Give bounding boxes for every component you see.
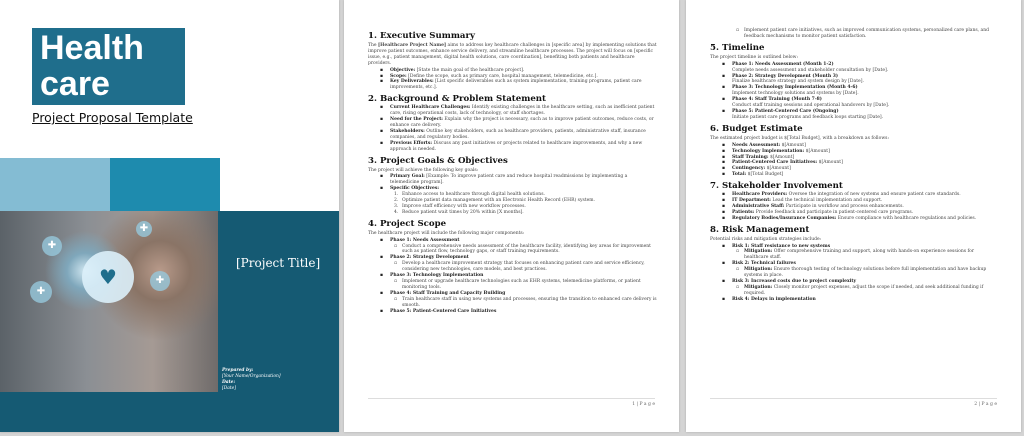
paragraph (710, 237, 999, 243)
item-label: Phase 2: Strategy Development (Month 3) (732, 73, 838, 79)
item-text: Enhance access to healthcare through digital health solutions. (402, 192, 545, 198)
prepared-by-label: Prepared by: (222, 368, 254, 373)
item-label: Phase 5: Patient-Centered Care Initiatives (390, 308, 497, 314)
item-text: [List specific deliverables such as system implementation, training programs, patient care improvements, etc.]. (390, 79, 642, 91)
cover-dark-panel (218, 211, 339, 392)
item-label: Staff Training: (732, 154, 769, 160)
list-item (368, 141, 657, 153)
item-text: [Define the scope, such as primary care, hospital management, telemedicine, etc.]. (406, 73, 598, 79)
item-label: Scope: (390, 73, 407, 79)
date-label: Date: (222, 380, 236, 385)
item-text: [State the main goal of the healthcare project]. (415, 67, 525, 73)
section-heading: 1. Executive Summary (368, 31, 476, 41)
item-label: Phase 2: Strategy Development (390, 255, 469, 261)
item-label: Mitigation: (744, 284, 773, 290)
date-value: [Date] (222, 386, 236, 391)
section-heading: 2. Background & Problem Statement (368, 94, 547, 105)
list-item (710, 267, 999, 279)
item-label: Phase 3: Technology Implementation (390, 273, 484, 279)
list-item (710, 85, 999, 97)
page-3 (686, 0, 1021, 432)
page-2 (344, 0, 679, 432)
list-item (368, 261, 657, 273)
item-text: Closely monitor project expenses, adjust the scope if needed, and seek additional funding if required. (744, 284, 984, 296)
item-number: 2. (394, 198, 399, 204)
item-label: Risk 2: Technical failures (732, 261, 796, 267)
item-label: IT Department: (732, 198, 771, 204)
item-label: Phase 5: Patient-Centered Care (Ongoing) (732, 108, 839, 114)
paragraph (710, 136, 999, 142)
list-item (710, 172, 999, 178)
item-label: Mitigation: (744, 249, 773, 255)
item-label: Phase 4: Staff Training (Month 7-8) (732, 97, 822, 103)
item-text: aims to address key healthcare challenges in [specific area] by implementing solutions that improve patient outcomes, enhance service delivery, and streamline healthcare processes. The project will focus on [specific issue, e.g., patient management, digital health solutions, care coordination], benefiting both patients and healthcare providers. (368, 43, 657, 66)
item-text: The project timeline is outlined below: (710, 54, 799, 60)
item-text: The project will achieve the following key goals: (368, 167, 479, 173)
list-item (710, 109, 999, 121)
item-label: [Healthcare Project Name] (378, 43, 447, 48)
item-label: Specific Objectives: (390, 186, 440, 192)
list-item (710, 28, 999, 40)
item-text: The healthcare project will include the following major components: (368, 230, 525, 236)
item-label: Administrative Staff: (732, 203, 785, 209)
project-title: [Project Title] (236, 256, 321, 270)
item-label: Phase 1: Needs Assessment (Month 1-2) (732, 61, 834, 67)
item-text: Oversee the integration of new systems and ensure patient care standards. (787, 192, 961, 198)
paragraph (710, 55, 999, 61)
item-text: Offer comprehensive training and support, along with hands-on experience sessions for healthcare staff. (744, 249, 974, 261)
list-item (368, 129, 657, 141)
list-item (710, 216, 999, 222)
item-label: Risk 4: Delays in implementation (732, 296, 816, 302)
item-text: Ensure compliance with healthcare regulations and policies. (836, 215, 977, 221)
list-item (368, 79, 657, 91)
list-item (710, 97, 999, 109)
numbered-item (368, 210, 657, 216)
section-heading: 7. Stakeholder Involvement (710, 181, 843, 192)
cover-page (0, 0, 339, 432)
cover-title-line2: care (40, 65, 110, 103)
list-item (710, 249, 999, 261)
prepared-by-value: [Your Name/Organization] (222, 374, 281, 379)
item-text: Lead the technical implementation and support. (770, 198, 883, 204)
list-item (368, 279, 657, 291)
list-item (368, 244, 657, 256)
item-text: $[Amount] (804, 148, 830, 154)
page-3-content (710, 28, 999, 303)
item-text: The estimated project budget is $[Total Budget], with a breakdown as follows: (710, 135, 889, 141)
cover-photo (0, 211, 218, 392)
item-text: Implement or upgrade healthcare technologies such as EHR systems, telemedicine platforms, or patient monitoring tools. (402, 279, 641, 290)
item-text: Provide feedback and participate in patient-centered care programs. (754, 209, 914, 215)
item-label: Mitigation: (744, 267, 773, 273)
text-prefix: The (368, 43, 378, 48)
item-label: Objective: (390, 67, 416, 73)
section-heading: 6. Budget Estimate (710, 123, 803, 134)
section-heading: 4. Project Scope (368, 218, 447, 229)
decor-block-mid (110, 158, 220, 211)
item-label: Phase 4: Staff Training and Capacity Building (390, 290, 506, 296)
item-text: $[Total Budget] (746, 172, 784, 178)
item-label: Stakeholders: (390, 128, 425, 134)
item-number: 4. (394, 209, 399, 215)
item-text: Optimize patient data management with an Electronic Health Record (EHR) system. (402, 198, 595, 204)
cover-bottom-band (0, 392, 339, 432)
item-label: Risk 3: Increased costs due to project complexity (732, 279, 857, 284)
item-text: Outline key stakeholders, such as healthcare providers, patients, administrative staff, insurance companies, and regulatory bodies. (390, 128, 646, 140)
list-item (368, 309, 657, 315)
item-label: Contingency: (732, 166, 766, 172)
page-footer: 2 | P a g e (710, 398, 997, 407)
item-text: Develop a healthcare improvement strategy that focuses on enhancing patient care and service efficiency, considering new technologies, care models, and best practices. (402, 261, 645, 273)
item-text: $[Amount] (780, 142, 806, 148)
cover-subtitle: Project Proposal Template (32, 110, 193, 125)
page-2-content (368, 28, 657, 314)
item-text: Implement patient care initiatives, such as improved communication systems, personalized care plans, and feedback mechanisms to monitor patient satisfaction. (744, 28, 989, 39)
item-text: Conduct a comprehensive needs assessment of the healthcare facility, identifying key areas for improvement such as patient flow, technology gaps, or staff training requirements. (402, 243, 651, 255)
item-detail: Conduct staff training sessions and operational handovers by [Date]. (732, 103, 890, 109)
item-label: Total: (732, 172, 747, 178)
section-heading: 5. Timeline (710, 42, 765, 53)
list-item (710, 297, 999, 303)
item-label: Patients: (732, 209, 755, 215)
item-detail: Implement technology solutions and systems by [Date]. (732, 91, 859, 97)
item-label: Current Healthcare Challenges: (390, 105, 471, 111)
item-text: Identify existing challenges in the healthcare setting, such as inefficient patient care, rising operational costs, lack of technology, or staff shortages. (390, 105, 655, 117)
item-label: Needs Assessment: (732, 142, 781, 148)
item-text: [Example: To improve patient care and reduce hospital readmissions by implementing a telemedicine program]. (390, 174, 628, 186)
item-label: Risk 1: Staff resistance to new systems (732, 243, 831, 249)
page-footer: 1 | P a g e (368, 398, 655, 407)
item-label: Previous Efforts: (390, 140, 433, 146)
paragraph (368, 168, 657, 174)
list-item (710, 62, 999, 74)
item-text: Train healthcare staff in using new systems and processes, ensuring the transition to enhanced care delivery is smooth. (402, 296, 657, 308)
decor-block-light (0, 158, 110, 211)
item-number: 1. (394, 192, 399, 198)
item-label: Healthcare Providers: (732, 192, 788, 198)
item-label: Patient-Centered Care Initiatives: (732, 160, 818, 166)
plus-small-icon: ✚ (136, 221, 152, 237)
item-text: Improve staff efficiency with new workflow processes. (402, 203, 526, 209)
list-item (368, 174, 657, 186)
paragraph (368, 43, 657, 67)
list-item (368, 105, 657, 117)
paragraph (368, 231, 657, 237)
list-item (368, 117, 657, 129)
item-label: Regulatory Bodies/Insurance Companies: (732, 215, 837, 221)
item-label: Technology Implementation: (732, 148, 805, 154)
item-label: Phase 1: Needs Assessment (390, 237, 460, 243)
item-text: Ensure thorough testing of technology solutions before full implementation and have backup systems in place. (744, 267, 987, 279)
item-text: Reduce patient wait times by 20% within [X months]. (402, 209, 524, 215)
item-text: $[Amount] (768, 154, 795, 160)
item-text: Potential risks and mitigation strategies include: (710, 236, 822, 242)
item-detail: Finalize healthcare strategy and system design by [Date]. (732, 79, 864, 85)
list-item (710, 285, 999, 297)
item-text: Participate in workflow and process enhancements. (784, 203, 904, 209)
item-label: Primary Goal: (390, 174, 425, 180)
item-detail: Initiate patient care programs and feedback loops starting [Date]. (732, 114, 884, 120)
prepared-block (222, 368, 281, 392)
item-text: $[Amount] (765, 166, 791, 172)
plus-icon: ✚ (30, 281, 52, 303)
list-item (368, 297, 657, 309)
item-text: Discuss any past initiatives or projects related to healthcare improvements, and why a new approach is needed. (390, 140, 643, 152)
bandage-icon: ✚ (42, 236, 62, 256)
item-number: 3. (394, 203, 399, 209)
item-text: Explain why the project is necessary, such as to improve patient outcomes, reduce costs, or enhance care delivery. (390, 117, 654, 128)
stethoscope-heart-icon: ♥ (82, 251, 134, 303)
item-text: $[Amount] (817, 160, 843, 166)
item-detail: Complete needs assessment and stakeholder consultation by [Date]. (732, 67, 889, 73)
item-label: Key Deliverables: (390, 79, 434, 85)
cover-title-box (32, 28, 185, 105)
section-heading: 8. Risk Management (710, 224, 810, 235)
list-item (710, 74, 999, 86)
cover-title-line1: Health (40, 29, 144, 67)
section-heading: 3. Project Goals & Objectives (368, 155, 508, 166)
item-label: Need for the Project: (390, 117, 443, 123)
medicine-icon: ✚ (150, 271, 170, 291)
item-label: Phase 3: Technology Implementation (Month 4-6) (732, 85, 858, 91)
